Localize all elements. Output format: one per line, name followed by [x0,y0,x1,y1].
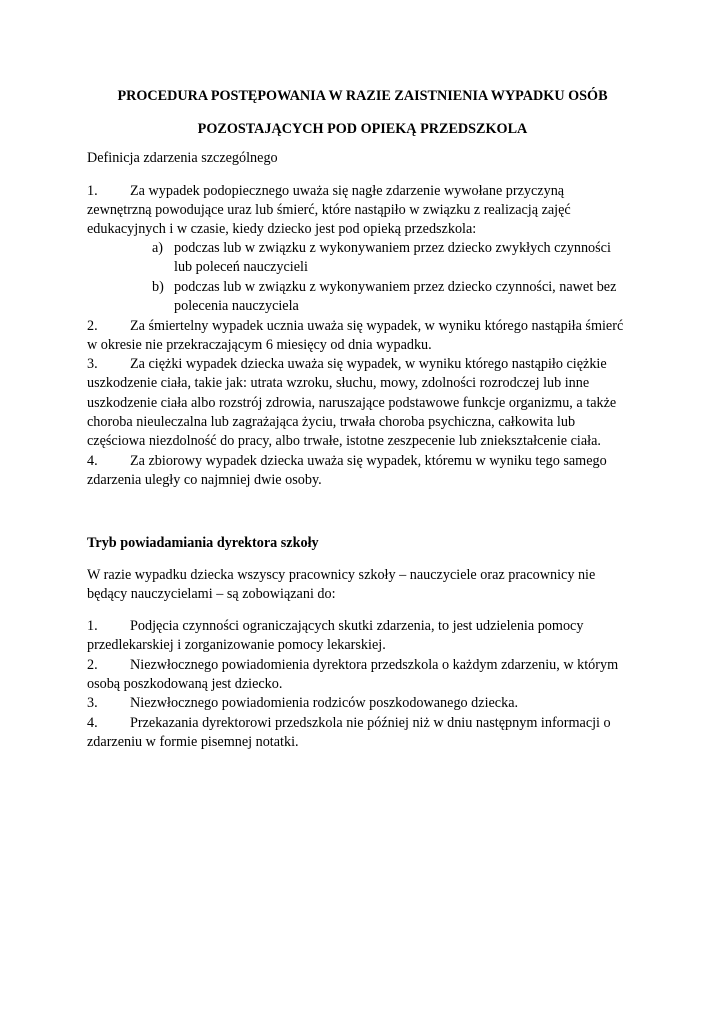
list-item-text: Niezwłocznego powiadomienia rodziców poszkodowanego dziecka. [130,695,519,711]
definition-item-3-line-3: uszkodzenie ciała albo rozstrój zdrowia, naruszające podstawowe funkcje organizmu, a także [87,395,617,411]
definition-item-2-line-2: w okresie nie przekraczającym 6 miesięcy od dnia wypadku. [87,337,432,353]
definition-item-3-line-5: częściowa niezdolność do pracy, albo trwałe, istotne zeszpecenie lub zniekształcenie ciała. [87,433,601,449]
list-item-text: Przekazania dyrektorowi przedszkola nie później niż w dniu następnym informacji o [130,715,611,731]
list-item-text: Za śmiertelny wypadek ucznia uważa się wypadek, w wyniku którego nastąpiła śmierć [130,318,624,334]
document-title-line-1: PROCEDURA POSTĘPOWANIA W RAZIE ZAISTNIENIA WYPADKU OSÓB [117,88,608,104]
list-number: 3. [87,695,98,711]
definition-subitem-a-line-2: lub poleceń nauczycieli [174,259,308,275]
sub-text: podczas lub w związku z wykonywaniem przez dziecko zwykłych czynności [174,240,611,256]
notification-item-1-line-2: przedlekarskiej i zorganizowanie pomocy lekarskiej. [87,637,386,653]
sub-letter: a) [152,240,164,256]
list-number: 2. [87,657,98,673]
list-number: 1. [87,618,98,634]
definition-item-3-line-4: choroba nieuleczalna lub zagrażająca życiu, trwała choroba psychiczna, całkowita lub [87,414,576,430]
list-number: 2. [87,318,98,334]
definition-item-1-line-2: zewnętrzną powodujące uraz lub śmierć, które nastąpiło w związku z realizacją zajęć [87,202,571,218]
list-item-text: Za zbiorowy wypadek dziecka uważa się wypadek, któremu w wyniku tego samego [130,453,607,469]
list-item-text: Niezwłocznego powiadomienia dyrektora przedszkola o każdym zdarzeniu, w którym [130,657,619,673]
list-number: 4. [87,453,98,469]
list-number: 4. [87,715,98,731]
definition-item-1-line-3: edukacyjnych i w czasie, kiedy dziecko jest pod opieką przedszkola: [87,221,477,237]
list-number: 1. [87,183,98,199]
notification-item-2-line-2: osobą poszkodowaną jest dziecko. [87,676,283,692]
list-number: 3. [87,356,98,372]
definition-item-3-line-2: uszkodzenie ciała, takie jak: utrata wzroku, słuchu, mowy, zdolności rozrodczej lub inne [87,375,590,391]
list-item-text: Za ciężki wypadek dziecka uważa się wypadek, w wyniku którego nastąpiło ciężkie [130,356,607,372]
sub-text: podczas lub w związku z wykonywaniem przez dziecko czynności, nawet bez [174,279,617,295]
list-item-text: Podjęcia czynności ograniczających skutki zdarzenia, to jest udzielenia pomocy [130,618,584,634]
section-notification-heading: Tryb powiadamiania dyrektora szkoły [87,535,319,551]
list-item-text: Za wypadek podopiecznego uważa się nagłe zdarzenie wywołane przyczyną [130,183,565,199]
document-title-line-2: POZOSTAJĄCYCH POD OPIEKĄ PRZEDSZKOLA [197,121,528,137]
definition-subitem-b-line-2: polecenia nauczyciela [174,298,299,314]
notification-item-4-line-2: zdarzeniu w formie pisemnej notatki. [87,734,299,750]
definition-item-4-line-2: zdarzenia uległy co najmniej dwie osoby. [87,472,322,488]
notification-intro-line-2: będący nauczycielami – są zobowiązani do: [87,586,336,602]
sub-letter: b) [152,279,164,295]
notification-intro-line-1: W razie wypadku dziecka wszyscy pracownicy szkoły – nauczyciele oraz pracownicy nie [87,567,596,583]
section-definition-heading: Definicja zdarzenia szczególnego [87,150,278,166]
